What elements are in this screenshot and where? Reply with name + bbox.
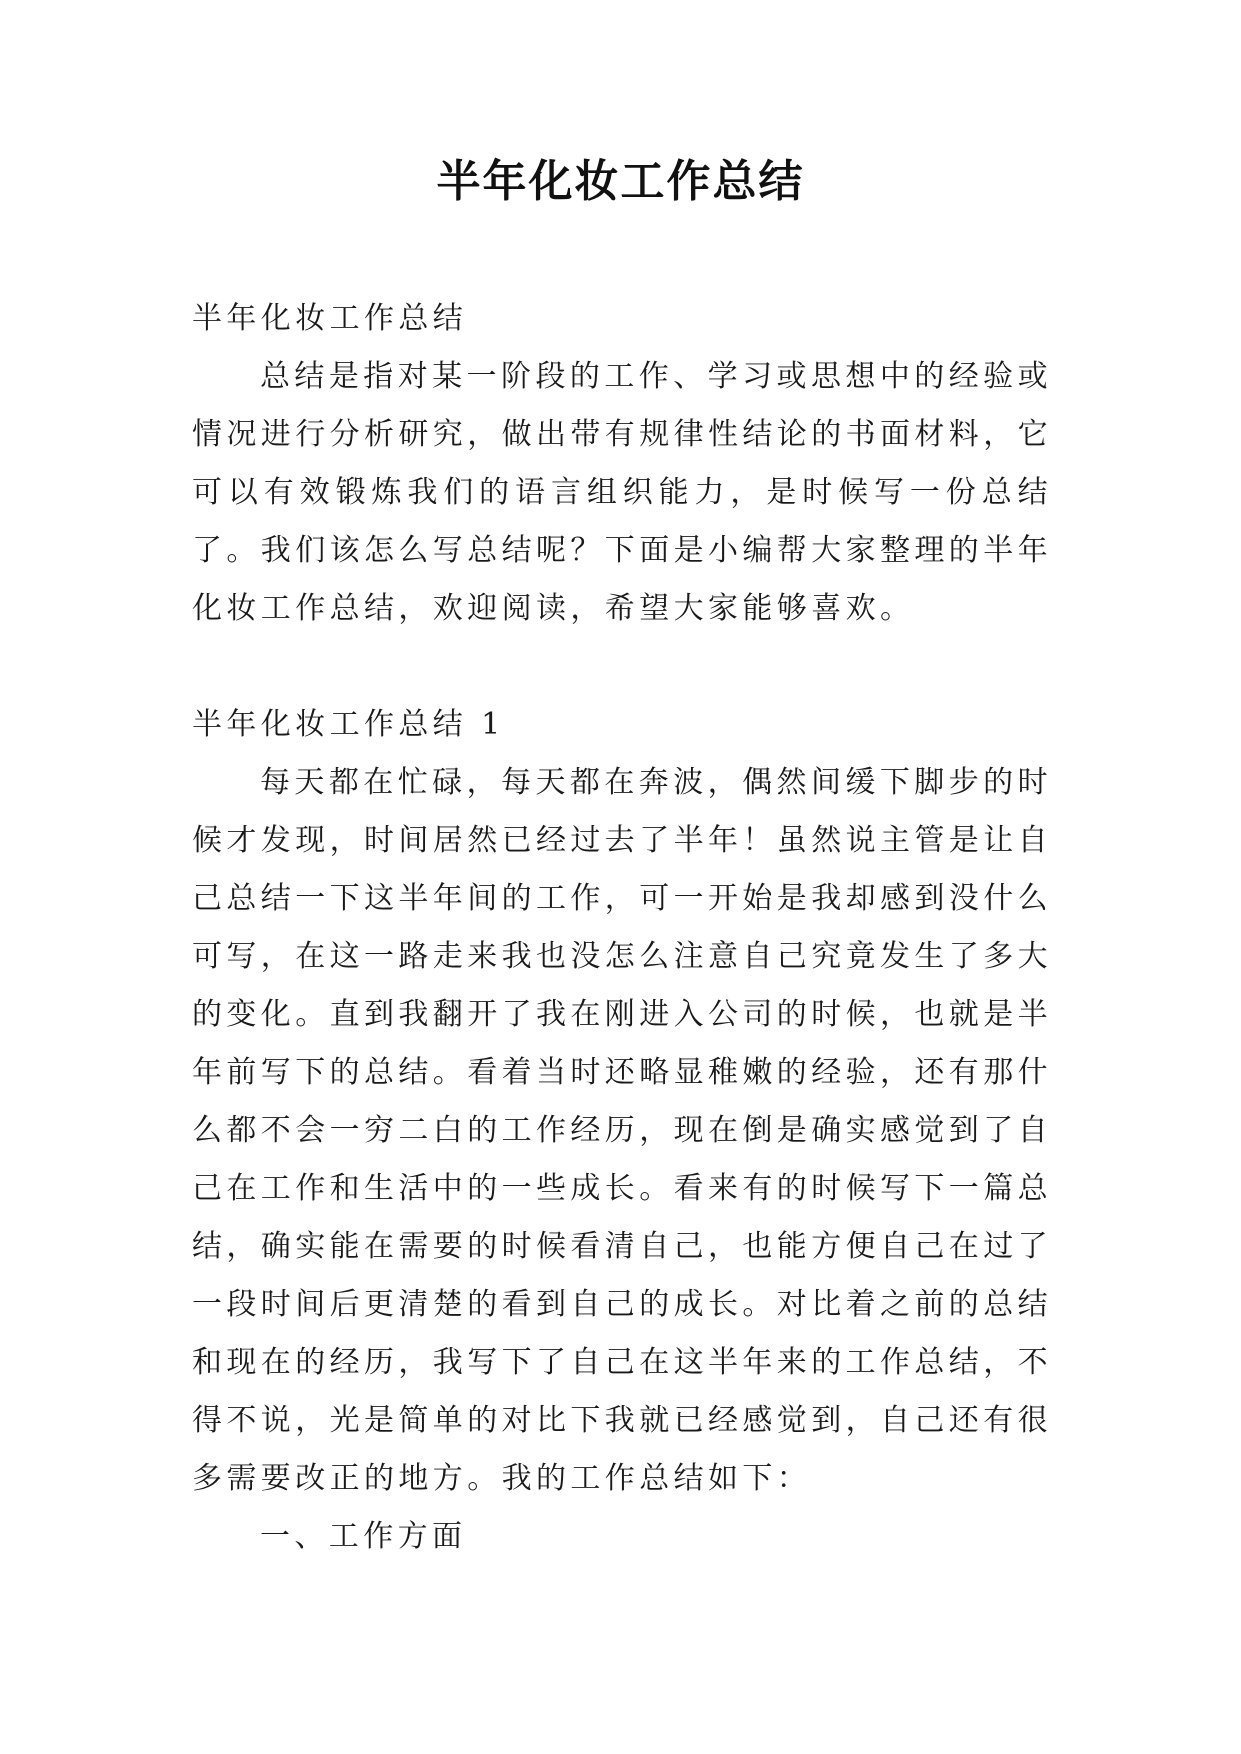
paragraph-spacer bbox=[192, 638, 1052, 696]
body-paragraph-1: 每天都在忙碌，每天都在奔波，偶然间缓下脚步的时候才发现，时间居然已经过去了半年！虽然说主管是让自己总结一下这半年间的工作，可一开始是我却感到没什么可写，在这一路走来我也没怎么注意自己究竟发生了多大的变化。直到我翻开了我在刚进入公司的时候，也就是半年前写下的总结。看着当时还略显稚嫩的经验，还有那什么都不会一穷二白的工作经历，现在倒是确实感觉到了自己在工作和生活中的一些成长。看来有的时候写下一篇总结，确实能在需要的时候看清自己，也能方便自己在过了一段时间后更清楚的看到自己的成长。对比着之前的总结和现在的经历，我写下了自己在这半年来的工作总结，不得不说，光是简单的对比下我就已经感觉到，自己还有很多需要改正的地方。我的工作总结如下： bbox=[192, 765, 1052, 1496]
section-heading-1: 半年化妆工作总结 1 bbox=[192, 707, 505, 742]
intro-paragraph: 总结是指对某一阶段的工作、学习或思想中的经验或情况进行分析研究，做出带有规律性结论的书面材料，它可以有效锻炼我们的语言组织能力，是时候写一份总结了。我们该怎么写总结呢？下面是小编帮大家整理的半年化妆工作总结，欢迎阅读，希望大家能够喜欢。 bbox=[192, 359, 1052, 626]
section-item-work: 一、工作方面 bbox=[260, 1519, 467, 1554]
document-subtitle: 半年化妆工作总结 bbox=[192, 301, 468, 336]
document-body bbox=[192, 290, 1052, 1566]
document-title: 半年化妆工作总结 bbox=[436, 156, 805, 207]
